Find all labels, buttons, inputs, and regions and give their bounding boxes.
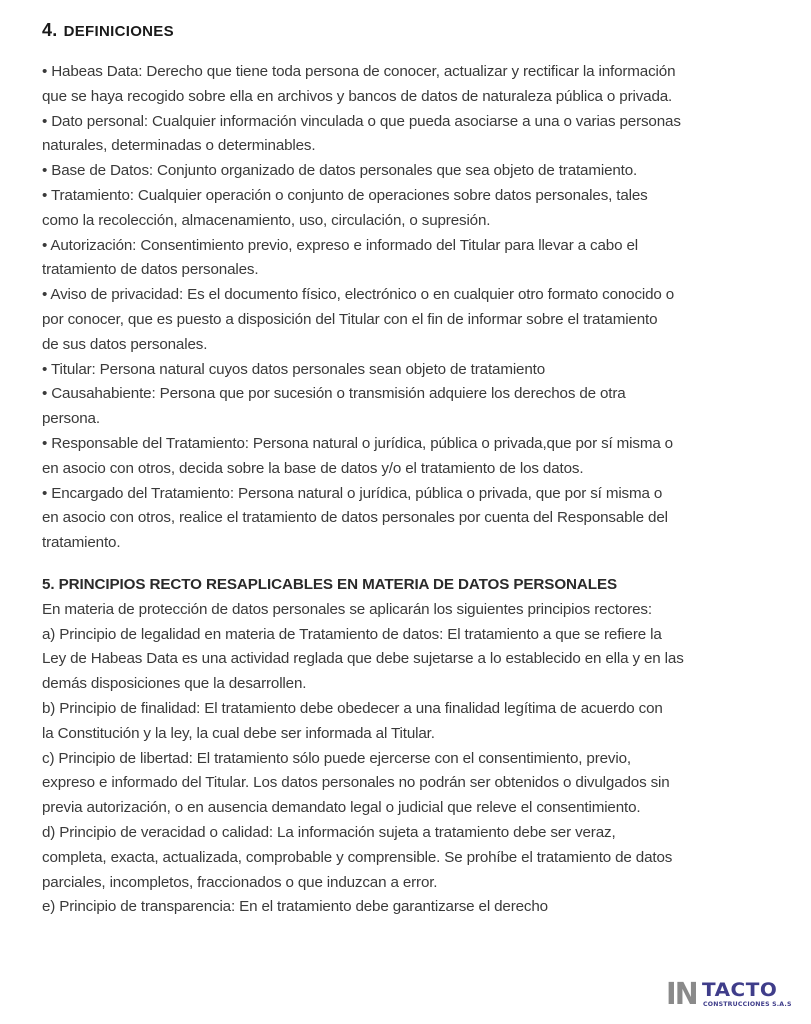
text-line: En materia de protección de datos personales se aplicarán los siguientes principios rectores: [42,600,652,618]
text-line: • Causahabiente: Persona que por sucesión o transmisión adquiere los derechos de otra [42,385,626,403]
text-line: en asocio con otros, realice el tratamiento de datos personales por cuenta del Responsable del [42,509,668,527]
text-line: persona. [42,410,100,428]
text-line: • Titular: Persona natural cuyos datos personales sean objeto de tratamiento [42,360,546,378]
text-line: expreso e informado del Titular. Los datos personales no podrán ser obtenidos o divulgados sin [42,774,670,792]
text-line: • Dato personal: Cualquier información vinculada o que pueda asociarse a una o varias personas [42,112,681,130]
text-line: • Tratamiento: Cualquier operación o conjunto de operaciones sobre datos personales, tales [42,186,648,204]
text-line: que se haya recogido sobre ella en archivos y bancos de datos de naturaleza pública o privada. [42,87,673,105]
text-line: • Habeas Data: Derecho que tiene toda persona de conocer, actualizar y rectificar la información [42,63,676,80]
text-line: • Responsable del Tratamiento: Persona natural o jurídica, pública o privada,que por sí misma o [42,434,673,452]
text-line: tratamiento. [42,534,121,552]
text-line: parciales, incompletos, fraccionados o que induzcan a error. [42,873,438,891]
text-line: la Constitución y la ley, la cual debe ser informada al Titular. [42,724,435,742]
section-5-body [42,573,782,920]
section-5-heading: 5. PRINCIPIOS RECTO RESAPLICABLES EN MATERIA DE DATOS PERSONALES [42,576,618,593]
text-line: Ley de Habeas Data es una actividad reglada que debe sujetarse a lo establecido en ella y en las [42,650,684,668]
logo-in-text: IN [666,977,697,1012]
text-line: tratamiento de datos personales. [42,261,259,279]
section-4-body [42,60,782,556]
text-line: e) Principio de transparencia: En el tratamiento debe garantizarse el derecho [42,898,548,916]
text-line: completa, exacta, actualizada, comprobable y comprensible. Se prohíbe el tratamiento de datos [42,848,673,866]
text-line: por conocer, que es puesto a disposición del Titular con el fin de informar sobre el tratamiento [42,310,658,328]
text-line: • Autorización: Consentimiento previo, expreso e informado del Titular para llevar a cabo el [42,236,638,254]
text-line: naturales, determinadas o determinables. [42,137,316,155]
text-line: • Aviso de privacidad: Es el documento físico, electrónico o en cualquier otro formato conocido o [42,286,675,304]
text-line: • Base de Datos: Conjunto organizado de datos personales que sea objeto de tratamiento. [42,162,638,180]
text-line: • Encargado del Tratamiento: Persona natural o jurídica, pública o privada, que por sí misma o [42,484,663,502]
text-line: de sus datos personales. [42,335,208,353]
section-4-number: 4. [42,20,58,40]
text-line: a) Principio de legalidad en materia de Tratamiento de datos: El tratamiento a que se refiere la [42,625,662,643]
text-line: b) Principio de finalidad: El tratamiento debe obedecer a una finalidad legítima de acuerdo con [42,699,663,717]
section-4-heading [42,20,174,41]
section-4-title: DEFINICIONES [63,23,174,40]
logo-subtitle: CONSTRUCCIONES S.A.S [703,1001,792,1008]
text-line: en asocio con otros, decida sobre la base de datos y/o el tratamiento de los datos. [42,459,584,477]
company-logo [666,977,792,1014]
text-line: previa autorización, o en ausencia demandato legal o judicial que releve el consentimiento. [42,799,641,817]
logo-tacto-text: TACTO [702,979,778,1001]
text-line: demás disposiciones que la desarrollen. [42,675,307,693]
text-line: d) Principio de veracidad o calidad: La información sujeta a tratamiento debe ser veraz, [42,823,616,841]
text-line: c) Principio de libertad: El tratamiento sólo puede ejercerse con el consentimiento, previo, [42,749,631,767]
text-line: como la recolección, almacenamiento, uso, circulación, o supresión. [42,211,491,229]
